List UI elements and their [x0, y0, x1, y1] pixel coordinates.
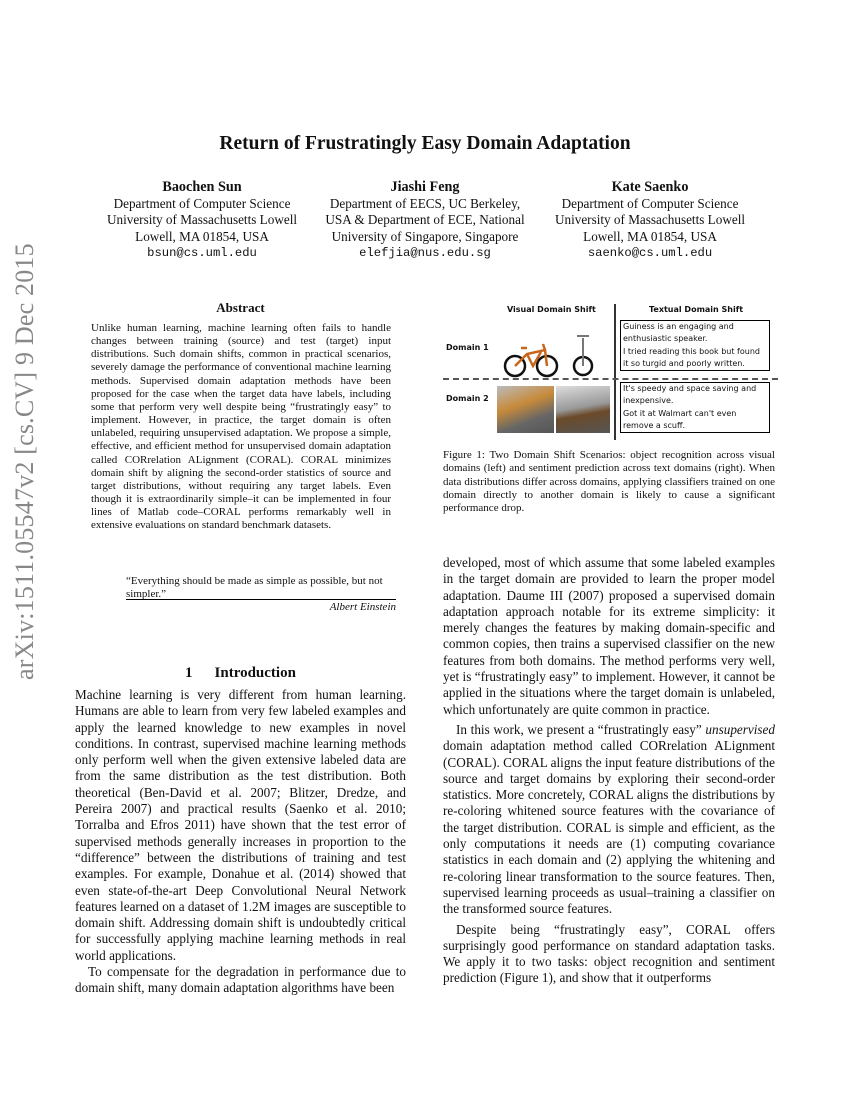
review-line: I tried reading this book but found: [623, 346, 760, 356]
domain-divider: [443, 378, 778, 380]
epigraph-rule: [126, 599, 396, 600]
affiliation: Lowell, MA 01854, USA: [583, 228, 717, 244]
figure-caption: Figure 1: Two Domain Shift Scenarios: object recognition across visual domains (left) and sentiment prediction across text domains (right). When data distributions differ across domains, applying classifiers trained on one domain directly to another domain is likely to cause a significant performance drop.: [443, 449, 775, 515]
author-2: [295, 179, 555, 261]
right-column-text: [443, 555, 775, 987]
review-line: It's speedy and space saving and: [623, 384, 757, 393]
epigraph-author: Albert Einstein: [329, 601, 396, 613]
section-number: 1: [185, 665, 193, 681]
review-line: remove a scuff.: [623, 421, 686, 431]
abstract-heading: Abstract: [216, 300, 265, 315]
review-line: enthusiastic speaker.: [623, 334, 708, 344]
section-title: Introduction: [214, 665, 296, 681]
visual-heading: Visual Domain Shift: [507, 305, 596, 314]
bicycle-photo-2: [556, 386, 610, 433]
affiliation: University of Massachusetts Lowell: [554, 212, 746, 228]
section-heading: [75, 665, 406, 682]
author-name: Kate Saenko: [611, 179, 689, 195]
author-email: saenko@cs.uml.edu: [587, 245, 713, 260]
author-email: bsun@cs.uml.edu: [147, 245, 257, 260]
bicycle-image: [501, 330, 601, 378]
abstract-text: Unlike human learning, machine learning often fails to handle changes between training (source) and test (target) input distributions. Such domain shifts, common in practical scenarios, severely damage the performance of conventional machine learning methods. Supervised domain adaptation methods have been proposed for the case when the target data have labels, including some that perform very well despite being “frustratingly easy” to implement. However, in practice, the target domain is often unlabeled, requiring unsupervised adaptation. We propose a simple, effective, and efficient method for unsupervised domain adaptation called CORrelation ALignment (CORAL). CORAL minimizes domain shift by aligning the second-order statistics of source and target distributions, without requiring any target labels. Even though it is extraordinarily simple–it can be implemented in four lines of Matlab code–CORAL performs remarkably well in extensive evaluations on standard benchmark datasets.: [91, 322, 391, 532]
emphasis: unsupervised: [705, 721, 775, 737]
affiliation: USA & Department of ECE, National: [325, 212, 525, 228]
paper-title: Return of Frustratingly Easy Domain Adaptation: [219, 133, 631, 154]
text-review-domain-2: [620, 382, 770, 433]
affiliation: Department of Computer Science: [113, 196, 291, 212]
epigraph-quote: “Everything should be made as simple as possible, but not simpler.”: [126, 575, 383, 601]
author-name: Baochen Sun: [162, 179, 242, 195]
author-email: elefjia@nus.edu.sg: [359, 245, 491, 260]
text-span: domain adaptation method called CORrelation ALignment (CORAL). CORAL aligns the input feature distributions of the source and target domains by exploring their second-order statistics. More concretely, CORAL aligns the distributions by re-coloring whitened source features with the covariance of the target distribution. CORAL is simple and efficient, as the only computations it needs are (1) computing covariance statistics in each domain and (2) applying the whitening and re-coloring linear transformation to the source features. Then, supervised learning proceeds as usual–training a classifier on the transformed source features.: [443, 738, 775, 917]
figure-divider: [614, 304, 616, 440]
author-name: Jiashi Feng: [390, 179, 460, 195]
review-line: Got it at Walmart can't even: [623, 408, 737, 418]
text-span: In this work, we present a “frustratingly easy”: [456, 721, 702, 737]
affiliation: University of Singapore, Singapore: [331, 228, 519, 244]
figure-1: [443, 300, 783, 442]
bicycle-photo-1: [497, 386, 554, 433]
paragraph: [443, 722, 775, 918]
domain-1-label: Domain 1: [446, 343, 489, 352]
affiliation: Lowell, MA 01854, USA: [135, 228, 269, 244]
paragraph: Despite being “frustratingly easy”, CORAL offers surprisingly good performance on standard adaptation tasks. We apply it to two tasks: object recognition and sentiment prediction (Figure 1), and show that it outperforms: [443, 921, 775, 986]
review-line: it so turgid and poorly written.: [623, 359, 745, 369]
left-column-text: [75, 687, 406, 997]
paragraph: To compensate for the degradation in performance due to domain shift, many domain adaptation algorithms have been: [75, 964, 406, 996]
affiliation: Department of EECS, UC Berkeley,: [329, 196, 521, 212]
author-1: [72, 179, 332, 261]
review-line: inexpensive.: [623, 396, 674, 406]
domain-2-label: Domain 2: [446, 394, 489, 403]
paragraph: Machine learning is very different from human learning. Humans are able to learn from very few labeled examples and apply the learned knowledge to new examples in novel conditions. In contrast, supervised machine learning methods only perform well when the given extensive labeled data are from the same distribution as the test distribution. Both theoretical (Ben-David et al. 2007; Blitzer, Dredze, and Pereira 2007) and practical results (Saenko et al. 2010; Torralba and Efros 2011) have shown that the test error of supervised methods generally increases in proportion to the “difference” between the distributions of training and test examples. For example, Donahue et al. (2014) showed that even state-of-the-art Deep Convolutional Neural Network features learned on a dataset of 1.2M images are susceptible to domain shift. Addressing domain shift is undoubtedly critical for successfully applying machine learning methods in real world applications.: [75, 687, 406, 963]
text-review-domain-1: [620, 320, 770, 371]
affiliation: Department of Computer Science: [561, 196, 739, 212]
textual-heading: Textual Domain Shift: [649, 305, 744, 314]
paragraph: developed, most of which assume that some labeled examples in the target domain are provided to learn the proper model adaptation. Daume III (2007) proposed a supervised domain adaptation approach notable for its extreme simplicity: it merely changes the features by making domain-specific and common copies, then trains a supervised classifier on the new features from both domains. The method performs very well, yet is “frustratingly easy” to implement. However, it cannot be applied in the situations where the target domain is unlabeled, which unfortunately are quite common in practice.: [443, 555, 775, 717]
affiliation: University of Massachusetts Lowell: [106, 212, 298, 228]
review-line: Guiness is an engaging and: [623, 322, 734, 331]
arxiv-stamp: arXiv:1511.05547v2 [cs.CV] 9 Dec 2015: [10, 243, 39, 680]
author-3: [520, 179, 780, 261]
